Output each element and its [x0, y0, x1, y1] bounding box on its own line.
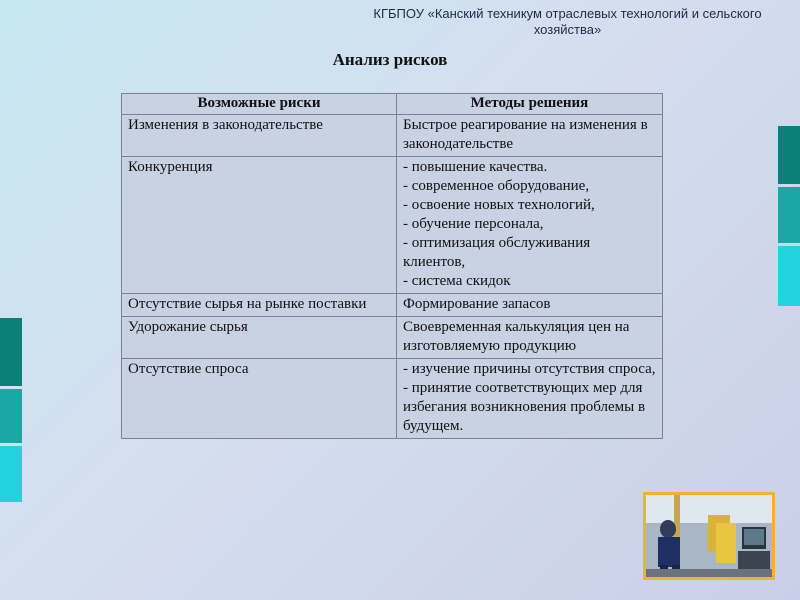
method-line: - повышение качества.: [403, 159, 548, 175]
method-line: - освоение новых технологий,: [403, 197, 595, 213]
workshop-photo: [643, 492, 775, 580]
risk-cell: Удорожание сырья: [122, 317, 397, 359]
method-line: - оптимизация обслуживания клиентов,: [403, 235, 591, 270]
method-line: Своевременная калькуляция цен на изготовляемую продукцию: [403, 319, 630, 354]
method-line: - изучение причины отсутствия спроса,: [403, 361, 656, 377]
table-row: [122, 317, 663, 359]
method-cell: [397, 359, 663, 439]
institution-header: [340, 6, 795, 38]
method-line: Быстрое реагирование на изменения в законодательстве: [403, 117, 648, 152]
risk-cell: Отсутствие спроса: [122, 359, 397, 439]
table-row: [122, 157, 663, 294]
table-row: [122, 115, 663, 157]
decor-square: [0, 446, 22, 502]
column-header-risks: Возможные риски: [122, 94, 397, 115]
decor-square: [778, 187, 800, 243]
method-cell: [397, 115, 663, 157]
table-row: [122, 359, 663, 439]
method-line: - принятие соответствующих мер для избегания возникновения проблемы в будущем.: [403, 380, 646, 434]
decor-square: [0, 318, 22, 386]
page-title: Анализ рисков: [332, 50, 448, 69]
risk-cell: Изменения в законодательстве: [122, 115, 397, 157]
header-line-1: КГБПОУ «Канский техникум отраслевых технологий и сельского: [373, 6, 762, 21]
method-line: - система скидок: [403, 273, 511, 289]
risk-cell: Отсутствие сырья на рынке поставки: [122, 294, 397, 317]
workshop-photo-image: [646, 495, 772, 577]
method-cell: [397, 294, 663, 317]
decor-square: [778, 246, 800, 306]
method-cell: [397, 157, 663, 294]
risk-table: [121, 93, 663, 439]
method-line: Формирование запасов: [403, 296, 551, 312]
method-cell: [397, 317, 663, 359]
risk-cell: Конкуренция: [122, 157, 397, 294]
method-line: - современное оборудование,: [403, 178, 590, 194]
column-header-methods: Методы решения: [397, 94, 663, 115]
decor-square: [778, 126, 800, 184]
risk-table-body: [122, 115, 663, 439]
table-row: [122, 294, 663, 317]
decor-square: [0, 389, 22, 443]
method-line: - обучение персонала,: [403, 216, 544, 232]
header-line-2: хозяйства»: [533, 22, 602, 37]
table-header-row: [122, 94, 663, 115]
